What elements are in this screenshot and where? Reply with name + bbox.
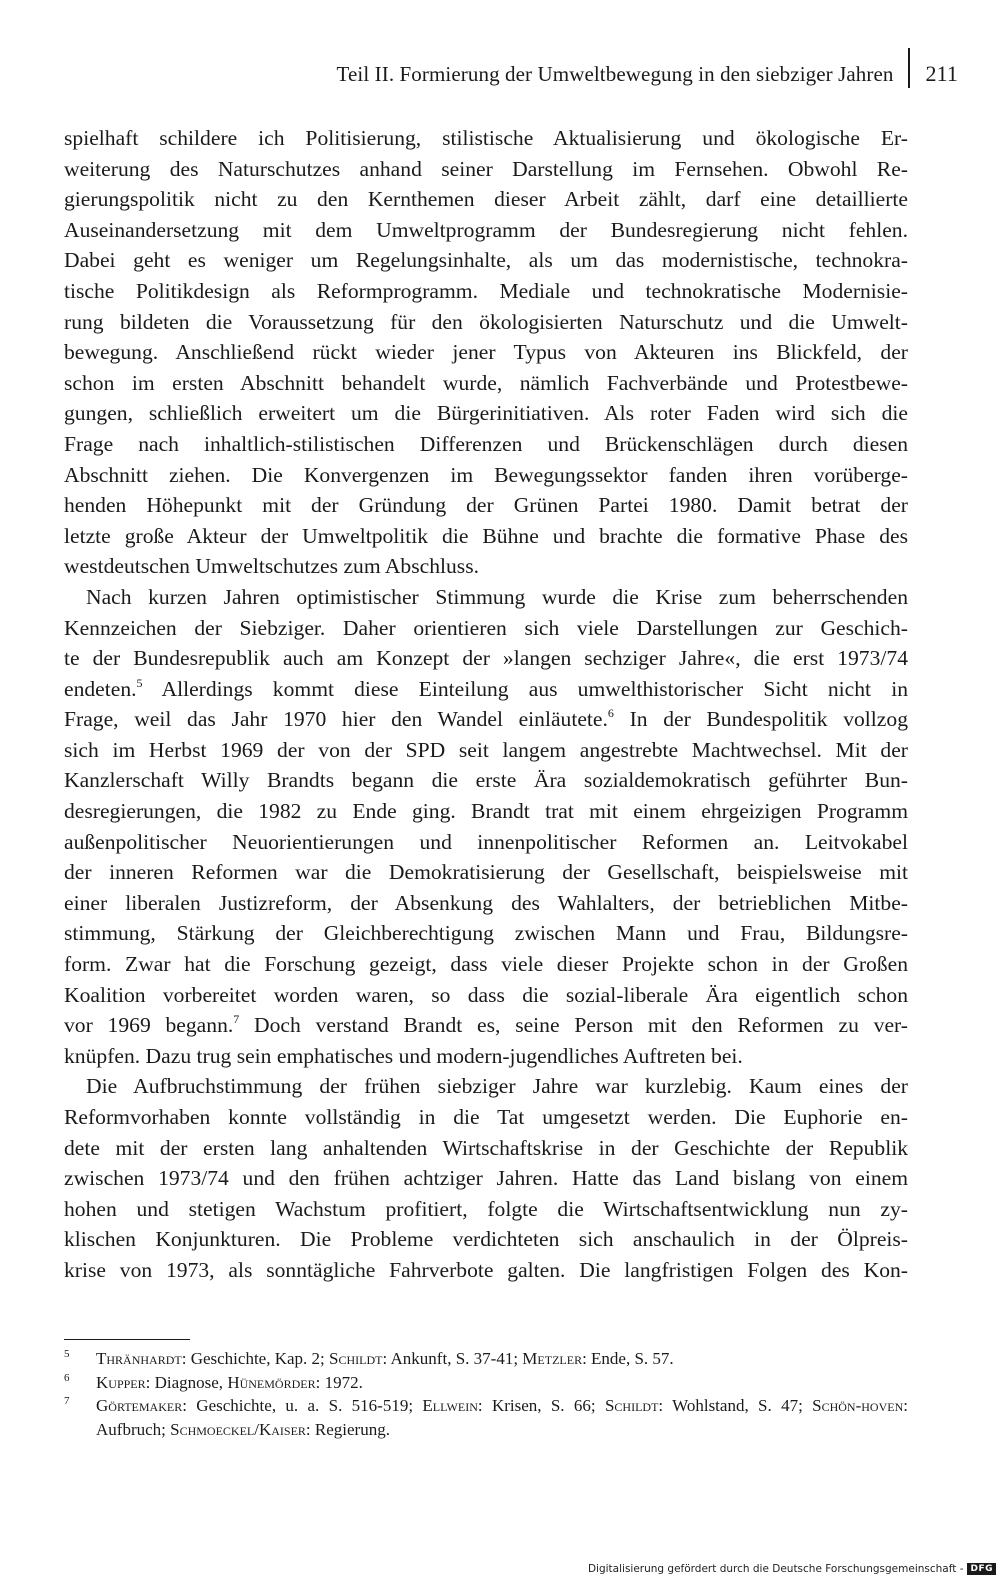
text-line: Frage, weil das Jahr 1970 hier den Wandel einläutete.$^6$ In der Bundespolitik vollzog — [64, 706, 908, 732]
text-line: Frage nach inhaltlich-stilistischen Differenzen und Brückenschlägen durch diesen — [64, 431, 908, 456]
header-divider — [908, 48, 910, 88]
text-line: Dabei geht es weniger um Regelungsinhalte, als um das modernistische, technokra- — [64, 248, 908, 273]
text-line: rung bildeten die Voraussetzung für den ökologisierten Naturschutz und die Umwelt- — [64, 309, 908, 334]
funding-note: Digitalisierung gefördert durch die Deutsche Forschungsgemeinschaft - — [587, 1563, 964, 1575]
running-header — [337, 56, 958, 92]
text-line: spielhaft schildere ich Politisierung, stilistische Aktualisierung und ökologische Er- — [64, 126, 908, 150]
text-line: Auseinandersetzung mit dem Umweltprogramm der Bundesregierung nicht fehlen. — [64, 217, 908, 242]
text-line: tische Politikdesign als Reformprogramm. Mediale und technokratische Modernisie- — [64, 278, 908, 303]
text-line: dete mit der ersten lang anhaltenden Wirtschaftskrise in der Geschichte der Republik — [64, 1135, 908, 1160]
main-text — [64, 123, 908, 1286]
footnote-7 — [64, 1394, 908, 1441]
text-line: westdeutschen Umweltschutzes zum Abschluss. — [64, 554, 480, 579]
footnote-number: 7 — [64, 1395, 70, 1407]
text-line: zwischen 1973/74 und den frühen achtziger Jahren. Hatte das Land bislang von einem — [64, 1166, 908, 1191]
text-line: Kanzlerschaft Willy Brandts begann die erste Ära sozialdemokratisch geführter Bun- — [64, 768, 908, 793]
text-line: stimmung, Stärkung der Gleichberechtigung zwischen Mann und Frau, Bildungsre- — [64, 921, 908, 946]
text-line: knüpfen. Dazu trug sein emphatisches und modern-jugendliches Auftreten bei. — [64, 1043, 743, 1068]
text-line: Abschnitt ziehen. Die Konvergenzen im Bewegungssektor fanden ihren vorüberge- — [64, 462, 908, 487]
footnote-number: 6 — [64, 1371, 70, 1384]
running-title: Teil II. Formierung der Umweltbewegung in den siebziger Jahren — [336, 61, 894, 86]
footnote-6 — [64, 1371, 908, 1395]
dfg-logo: DFG — [967, 1563, 996, 1575]
text-line: endeten.$^5$ Allerdings kommt diese Einteilung aus umwelthistorischer Sicht nicht in — [64, 675, 908, 701]
text-line: bewegung. Anschließend rückt wieder jener Typus von Akteuren ins Blickfeld, der — [64, 340, 908, 365]
text-line: Reformvorhaben konnte vollständig in die Tat umgesetzt werden. Die Euphorie en- — [64, 1105, 908, 1129]
text-line: te der Bundesrepublik auch am Konzept der »langen sechziger Jahre«, die erst 1973/74 — [64, 646, 908, 671]
digitization-stamp — [588, 1563, 996, 1575]
footnote-text: Thränhardt: Geschichte, Kap. 2; Schildt: Ankunft, S. 37-41; Metzler: Ende, S. 57. — [96, 1349, 674, 1368]
footnote-text: Kupper: Diagnose, Hünemörder: 1972. — [96, 1372, 363, 1392]
text-line: der inneren Reformen war die Demokratisierung der Gesellschaft, beispielsweise mit — [64, 860, 908, 885]
text-line: außenpolitischer Neuorientierungen und innenpolitischer Reformen an. Leitvokabel — [64, 829, 908, 854]
text-line: Nach kurzen Jahren optimistischer Stimmung wurde die Krise zum beherrschenden — [86, 584, 908, 609]
text-line: klischen Konjunkturen. Die Probleme verdichteten sich anschaulich in der Ölpreis- — [64, 1227, 908, 1252]
text-line: gungen, schließlich erweitert um die Bürgerinitiativen. Als roter Faden wird sich die — [64, 401, 908, 426]
text-line: gierungspolitik nicht zu den Kernthemen dieser Arbeit zählt, darf eine detaillierte — [64, 187, 908, 212]
footnotes — [64, 1347, 908, 1441]
text-line: hohen und stetigen Wachstum profitiert, folgte die Wirtschaftsentwicklung nun zy- — [64, 1196, 908, 1221]
text-line: sich im Herbst 1969 der von der SPD seit langem angestrebte Machtwechsel. Mit der — [64, 737, 908, 762]
page-number: 211 — [925, 61, 958, 86]
text-line: schon im ersten Abschnitt behandelt wurde, nämlich Fachverbände und Protestbewe- — [64, 370, 908, 395]
text-line: vor 1969 begann.$^7$ Doch verstand Brandt es, seine Person mit den Reformen zu ver- — [64, 1012, 908, 1038]
text-line: einer liberalen Justizreform, der Absenkung des Wahlalters, der betrieblichen Mitbe- — [64, 890, 908, 915]
footnote-separator — [64, 1339, 190, 1340]
text-line: Kennzeichen der Siebziger. Daher orientieren sich viele Darstellungen zur Geschich- — [64, 615, 908, 640]
text-line: henden Höhepunkt mit der Gründung der Grünen Partei 1980. Damit betrat der — [64, 493, 908, 518]
text-line: Koalition vorbereitet worden waren, so dass die sozial-liberale Ära eigentlich schon — [64, 982, 908, 1007]
footnote-text: Görtemaker: Geschichte, u. a. S. 516-519; Ellwein: Krisen, S. 66; Schildt: Wohlstand, S. 47; Schön-hoven: Aufbruch; Schmoeckel/Kaiser: Regierung. — [96, 1396, 908, 1439]
footnote-number: 5 — [64, 1348, 70, 1360]
text-line: krise von 1973, als sonntägliche Fahrverbote galten. Die langfristigen Folgen des Kon- — [64, 1257, 908, 1282]
text-line: Die Aufbruchstimmung der frühen siebziger Jahre war kurzlebig. Kaum eines der — [86, 1074, 908, 1099]
text-line: weiterung des Naturschutzes anhand seiner Darstellung im Fernsehen. Obwohl Re- — [64, 156, 908, 181]
text-line: form. Zwar hat die Forschung gezeigt, dass viele dieser Projekte schon in der Großen — [64, 952, 908, 977]
text-line: desregierungen, die 1982 zu Ende ging. Brandt trat mit einem ehrgeizigen Programm — [64, 799, 908, 824]
text-line: letzte große Akteur der Umweltpolitik die Bühne und brachte die formative Phase des — [64, 523, 908, 548]
footnote-5 — [64, 1347, 908, 1371]
